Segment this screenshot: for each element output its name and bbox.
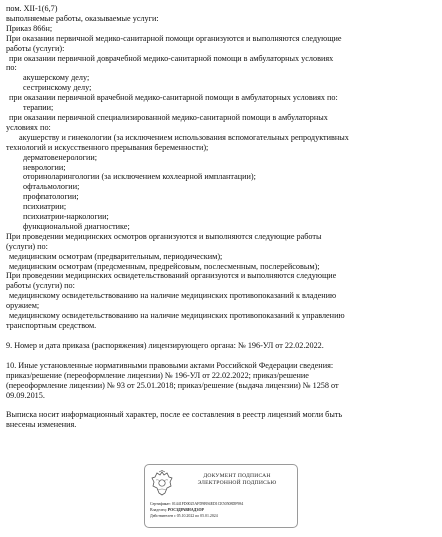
document-line: медицинским осмотрам (предсменным, предрейсовым, послесменным, послерейсовым); <box>9 261 320 271</box>
stamp-container <box>0 464 442 528</box>
document-line: выполняемые работы, оказываемые услуги: <box>6 13 159 23</box>
blank-line <box>6 351 436 361</box>
stamp-title-line1: ДОКУМЕНТ ПОДПИСАН <box>203 473 271 479</box>
document-line: по: <box>6 63 17 73</box>
document-line: профпатологии; <box>23 192 79 202</box>
certificate-label: Сертификат: <box>150 502 171 506</box>
document-line: работы (услуги) по: <box>6 281 75 291</box>
stamp-title <box>181 473 293 487</box>
document-line: приказ/решение (переоформление лицензии) № 196-УЛ от 22.02.2022; приказ/решение <box>6 370 309 380</box>
owner-value: РОСЗДРАВНАДЗОР <box>167 508 204 512</box>
document-line: 9. Номер и дата приказа (распоряжения) лицензирующего органа: № 196-УЛ от 22.02.2022. <box>6 340 324 350</box>
document-line: офтальмологии; <box>23 182 80 192</box>
document-line: при оказании первичной специализированной медико-санитарной помощи в амбулаторных <box>9 112 328 122</box>
blank-line <box>6 400 436 410</box>
document-line: при оказании первичной врачебной медико-санитарной помощи в амбулаторных условиях по: <box>9 93 338 103</box>
document-line: транспортным средством. <box>6 321 97 330</box>
document-line: медицинскому освидетельствованию на наличие медицинских противопоказаний к владению <box>9 291 337 301</box>
coat-of-arms-icon <box>151 470 173 496</box>
document-line: неврологии; <box>23 162 66 172</box>
document-line: функциональной диагностике; <box>23 221 130 231</box>
document-line: (переоформление лицензии) № 93 от 25.01.2018; приказ/решение (выдача лицензии) № 1258 от <box>6 380 339 390</box>
document-line: оружием; <box>6 301 40 311</box>
document-line: внесены изменения. <box>6 420 77 430</box>
document-line: терапии; <box>23 103 54 113</box>
blank-line <box>6 331 436 341</box>
document-line: 10. Иные установленные нормативными правовыми актами Российской Федерации сведения: <box>6 360 334 370</box>
document-line: оториноларингологии (за исключением кохлеарной имплантации); <box>23 172 256 182</box>
document-line: работы (услуги): <box>6 43 65 53</box>
document-line: При проведении медицинских осмотров организуются и выполняются следующие работы <box>6 231 322 241</box>
document-line: При оказании первичной медико-санитарной помощи организуются и выполняются следующие <box>6 33 342 43</box>
document-line: условиях по: <box>6 122 51 132</box>
owner-label: Владелец: <box>150 508 167 512</box>
document-line: (услуги) по: <box>6 241 48 251</box>
document-line: при оказании первичной доврачебной медико-санитарной помощи в амбулаторных условиях <box>9 53 334 63</box>
document-line: Приказ 866н; <box>6 23 53 33</box>
document-line: акушерскому делу; <box>23 73 90 83</box>
document-line: пом. XII-1(6,7) <box>6 4 58 13</box>
document-line: психиатрии-наркологии; <box>23 212 109 222</box>
stamp-validity: Действителен с 05.10.2022 по 05.01.2024 <box>150 514 218 518</box>
certificate-value: 01441FD0025AFD9B94ED1CE50508DF984 <box>171 502 244 506</box>
stamp-owner <box>150 508 204 513</box>
document-line: акушерству и гинекологии (за исключением использования вспомогательных репродуктивных <box>19 132 349 142</box>
document-line: психиатрии; <box>23 202 67 212</box>
document-line: Выписка носит информационный характер, после ее составления в реестр лицензий могли быть <box>6 410 343 420</box>
document-line: медицинскому освидетельствованию на наличие медицинских противопоказаний к управлению <box>9 311 345 321</box>
stamp-certificate <box>150 502 243 507</box>
document-line: дерматовенерологии; <box>23 152 98 162</box>
stamp-title-line2: ЭЛЕКТРОННОЙ ПОДПИСЬЮ <box>197 480 277 486</box>
document-line: 09.09.2015. <box>6 390 45 400</box>
document-line: медицинским осмотрам (предварительным, периодическим); <box>9 251 223 261</box>
electronic-signature-stamp <box>144 464 298 528</box>
document-line: При проведении медицинских освидетельствований организуются и выполняются следующие <box>6 271 337 281</box>
document-line: сестринскому делу; <box>23 83 92 93</box>
document-line: технологий и искусственного прерывания беременности); <box>6 142 209 152</box>
document-body <box>6 4 436 430</box>
